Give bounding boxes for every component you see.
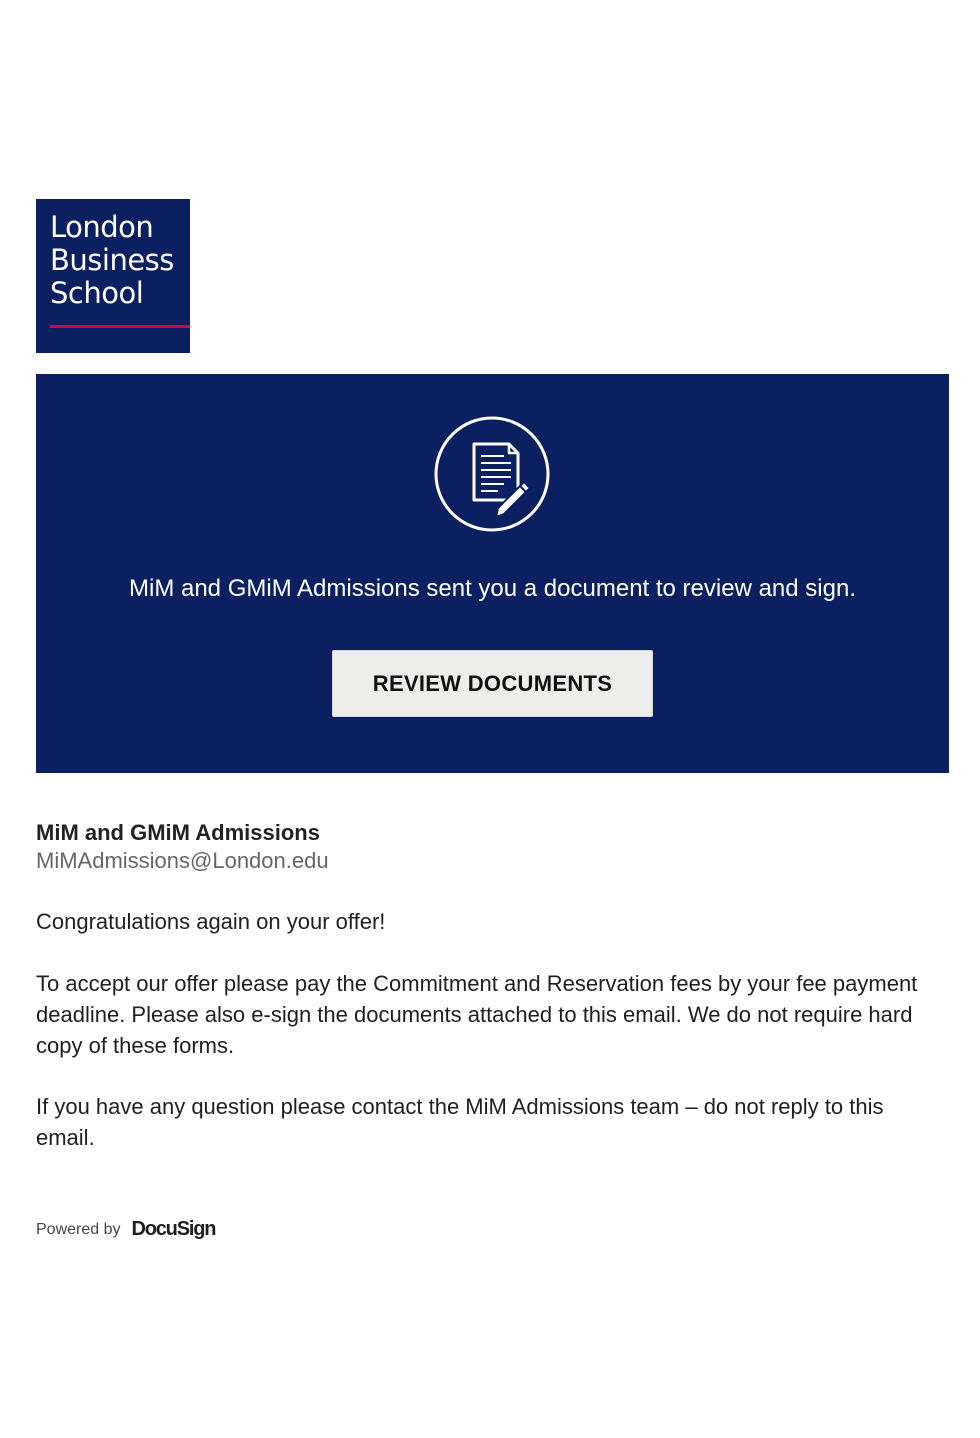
body-paragraph: Congratulations again on your offer! bbox=[36, 909, 386, 934]
logo-red-rule bbox=[50, 325, 190, 328]
logo-line-3: School bbox=[50, 276, 144, 310]
powered-by-footer bbox=[36, 1218, 215, 1241]
logo-wordmark bbox=[50, 211, 174, 310]
powered-by-label: Powered by bbox=[36, 1220, 121, 1238]
body-paragraph: If you have any question please contact the MiM Admissions team – do not reply to this email. bbox=[36, 1094, 884, 1150]
review-documents-button[interactable]: REVIEW DOCUMENTS bbox=[332, 650, 653, 717]
docusign-logo[interactable]: DocuSign bbox=[131, 1218, 216, 1240]
sender-name: MiM and GMiM Admissions bbox=[36, 820, 320, 845]
banner-message: MiM and GMiM Admissions sent you a document to review and sign. bbox=[129, 575, 856, 602]
signing-banner bbox=[36, 374, 949, 773]
body-paragraph: To accept our offer please pay the Commitment and Reservation fees by your fee payment deadline. Please also e-sign the documents attached to this email. We do not require hard copy of these forms. bbox=[36, 971, 918, 1058]
document-sign-icon bbox=[434, 416, 550, 532]
logo-line-1: London bbox=[50, 210, 154, 244]
sender-email: MiMAdmissions@London.edu bbox=[36, 848, 329, 873]
logo-line-2: Business bbox=[50, 243, 174, 277]
school-logo bbox=[36, 199, 190, 353]
